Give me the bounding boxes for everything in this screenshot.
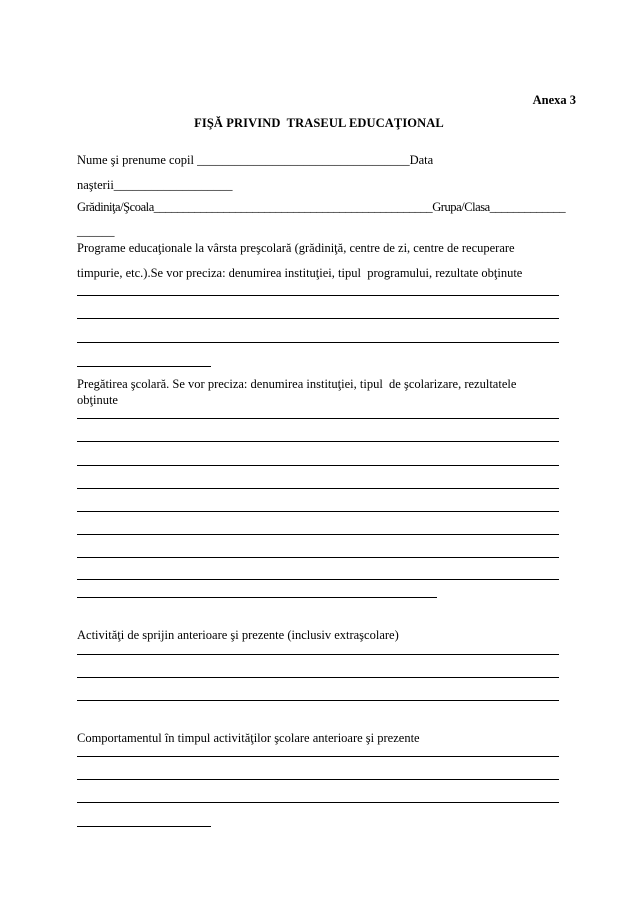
school-prep-answer-line[interactable] xyxy=(77,511,559,512)
support-answer-line[interactable] xyxy=(77,700,559,701)
behavior-label: Comportamentul în timpul activităţilor şcolare anterioare şi prezente xyxy=(77,731,420,745)
page-title: FIŞĂ PRIVIND TRASEUL EDUCAŢIONAL xyxy=(194,116,444,130)
school-prep-answer-line[interactable] xyxy=(77,465,559,466)
school-prep-answer-line[interactable] xyxy=(77,488,559,489)
programs-answer-line[interactable] xyxy=(77,295,559,296)
behavior-answer-line[interactable] xyxy=(77,826,211,827)
school-prep-answer-line[interactable] xyxy=(77,597,437,598)
support-answer-line[interactable] xyxy=(77,654,559,655)
school-prep-answer-line[interactable] xyxy=(77,418,559,419)
group-field-continued[interactable]: ______ xyxy=(77,224,115,238)
support-answer-line[interactable] xyxy=(77,677,559,678)
school-prep-answer-line[interactable] xyxy=(77,579,559,580)
programs-answer-line[interactable] xyxy=(77,342,559,343)
birthdate-field-continued[interactable]: naşterii___________________ xyxy=(77,178,233,192)
school-prep-answer-line[interactable] xyxy=(77,441,559,442)
behavior-answer-line[interactable] xyxy=(77,802,559,803)
school-prep-answer-line[interactable] xyxy=(77,534,559,535)
programs-label-line1: Programe educaţionale la vârsta preşcolară (grădiniţă, centre de zi, centre de recuperare xyxy=(77,241,515,255)
name-birthdate-field[interactable]: Nume şi prenume copil __________________________________Data xyxy=(77,153,434,167)
support-activities-label: Activităţi de sprijin anterioare şi prezente (inclusiv extraşcolare) xyxy=(77,628,399,642)
school-prep-label-line2: obţinute xyxy=(77,393,118,407)
school-prep-answer-line[interactable] xyxy=(77,557,559,558)
programs-answer-line[interactable] xyxy=(77,366,211,367)
behavior-answer-line[interactable] xyxy=(77,779,559,780)
school-group-field[interactable]: Grădiniţa/Şcoala________________________________________________Grupa/Clasa_____________ xyxy=(77,200,566,214)
behavior-answer-line[interactable] xyxy=(77,756,559,757)
programs-label-line2: timpurie, etc.).Se vor preciza: denumirea instituţiei, tipul programului, rezultate obţinute xyxy=(77,266,523,280)
school-prep-label-line1: Pregătirea şcolară. Se vor preciza: denumirea instituţiei, tipul de şcolarizare, rezultatele xyxy=(77,377,517,391)
annex-label: Anexa 3 xyxy=(532,93,576,107)
programs-answer-line[interactable] xyxy=(77,318,559,319)
